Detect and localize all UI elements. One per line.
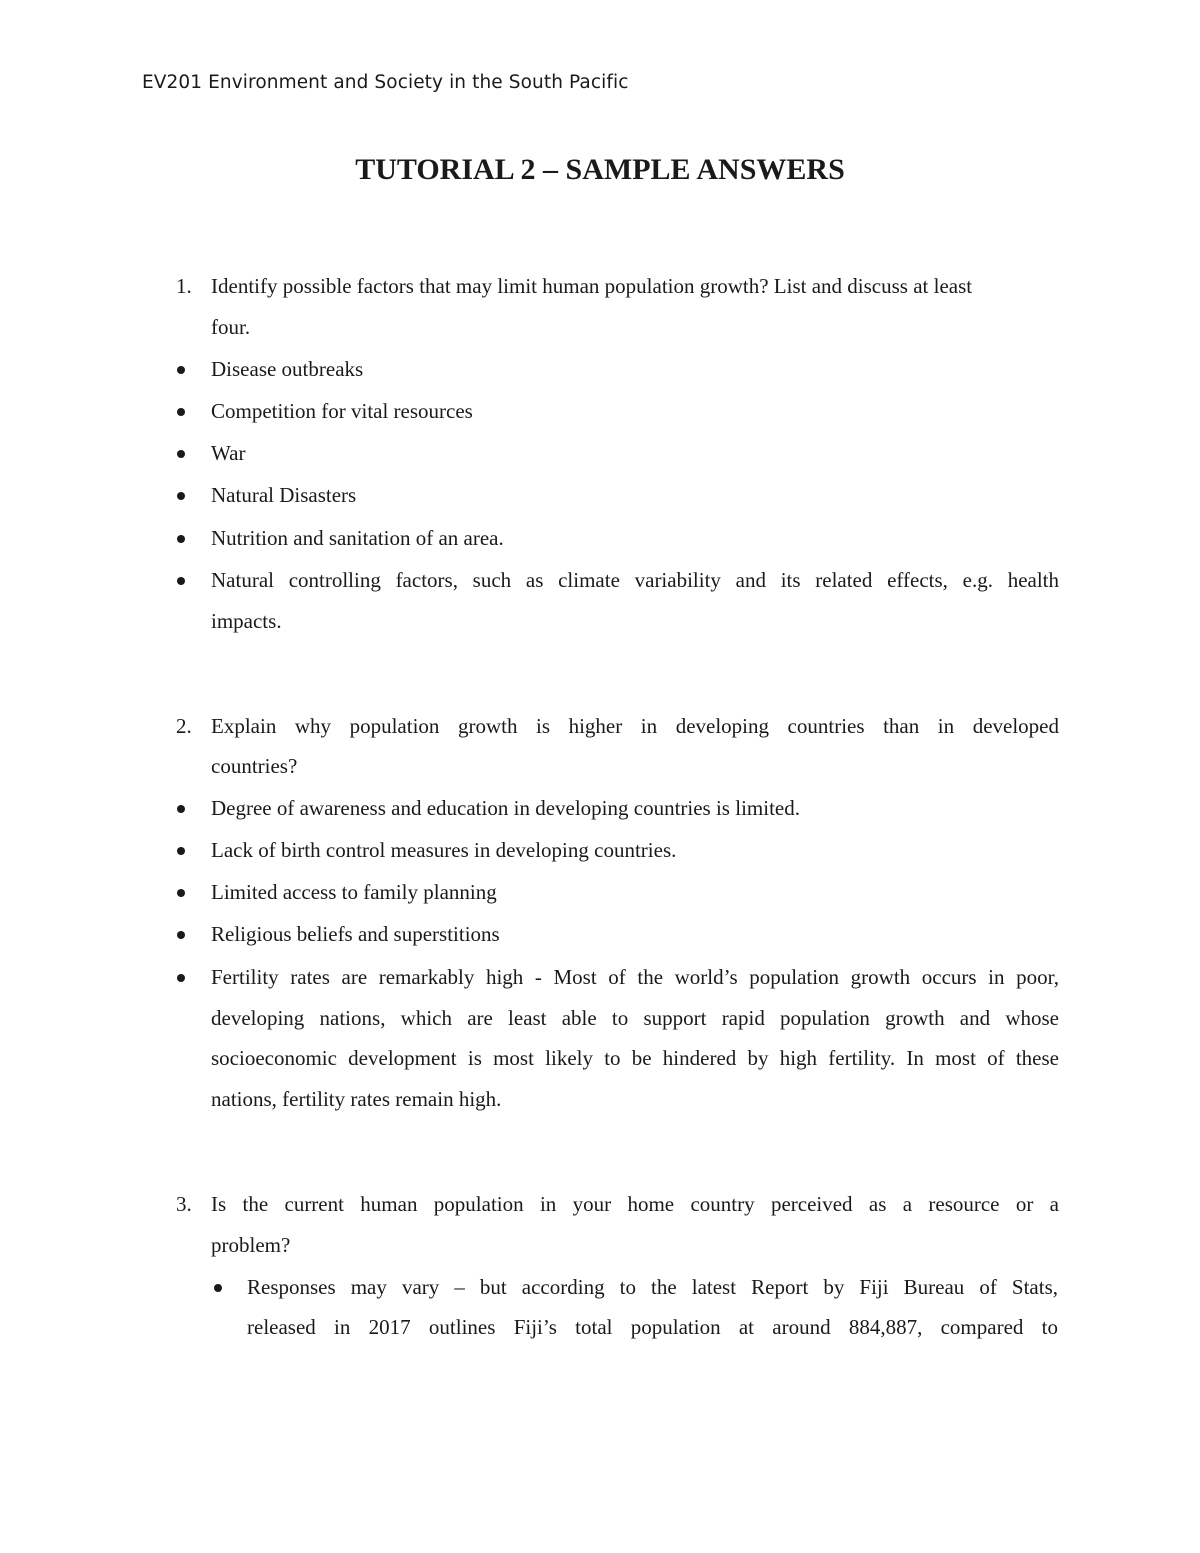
bullet-icon: [177, 889, 185, 897]
answer-item-line: Responses may vary – but according to the latest Report by Fiji Bureau of Stats,: [247, 1275, 1058, 1299]
bullet-icon: [177, 974, 185, 982]
answer-item: War: [211, 441, 246, 465]
answer-item-line: Natural controlling factors, such as climate variability and its related effects, e.g. health: [211, 568, 1059, 592]
answer-item: Disease outbreaks: [211, 357, 364, 381]
page-header: EV201 Environment and Society in the South Pacific: [142, 72, 629, 93]
answer-item: Religious beliefs and superstitions: [211, 922, 500, 946]
question-2-number: 2.: [176, 714, 192, 738]
answer-item: Natural Disasters: [211, 483, 357, 507]
answer-item-line: socioeconomic development is most likely to be hindered by high fertility. In most of these: [211, 1046, 1059, 1070]
bullet-icon: [177, 450, 185, 458]
question-1-number: 1.: [176, 274, 192, 298]
answer-item-line: nations, fertility rates remain high.: [211, 1087, 502, 1111]
bullet-icon: [177, 805, 185, 813]
answer-item: Lack of birth control measures in developing countries.: [211, 838, 677, 862]
question-2-line: Explain why population growth is higher in developing countries than in developed: [211, 714, 1059, 738]
question-3-line: Is the current human population in your home country perceived as a resource or a: [211, 1192, 1059, 1216]
answer-item-line: released in 2017 outlines Fiji’s total population at around 884,887, compared to: [247, 1315, 1058, 1339]
bullet-icon: [177, 366, 185, 374]
question-2-line: countries?: [211, 754, 298, 778]
bullet-icon: [177, 931, 185, 939]
bullet-icon: [177, 492, 185, 500]
bullet-icon: [177, 847, 185, 855]
question-3-line: problem?: [211, 1233, 291, 1257]
answer-item: Degree of awareness and education in developing countries is limited.: [211, 796, 800, 820]
answer-item: Limited access to family planning: [211, 880, 497, 904]
answer-item: Competition for vital resources: [211, 399, 473, 423]
bullet-icon: [177, 535, 185, 543]
answer-item-line: developing nations, which are least able to support rapid population growth and whose: [211, 1006, 1059, 1030]
answer-item: Nutrition and sanitation of an area.: [211, 526, 504, 550]
bullet-icon: [214, 1284, 222, 1292]
bullet-icon: [177, 577, 185, 585]
answer-item-line: impacts.: [211, 609, 282, 633]
question-1-line: four.: [211, 315, 251, 339]
question-1-line: Identify possible factors that may limit human population growth? List and discuss at least: [211, 274, 973, 298]
question-3-number: 3.: [176, 1192, 192, 1216]
answer-item-line: Fertility rates are remarkably high - Most of the world’s population growth occurs in poor,: [211, 965, 1059, 989]
bullet-icon: [177, 408, 185, 416]
page-title: TUTORIAL 2 – SAMPLE ANSWERS: [355, 153, 845, 186]
